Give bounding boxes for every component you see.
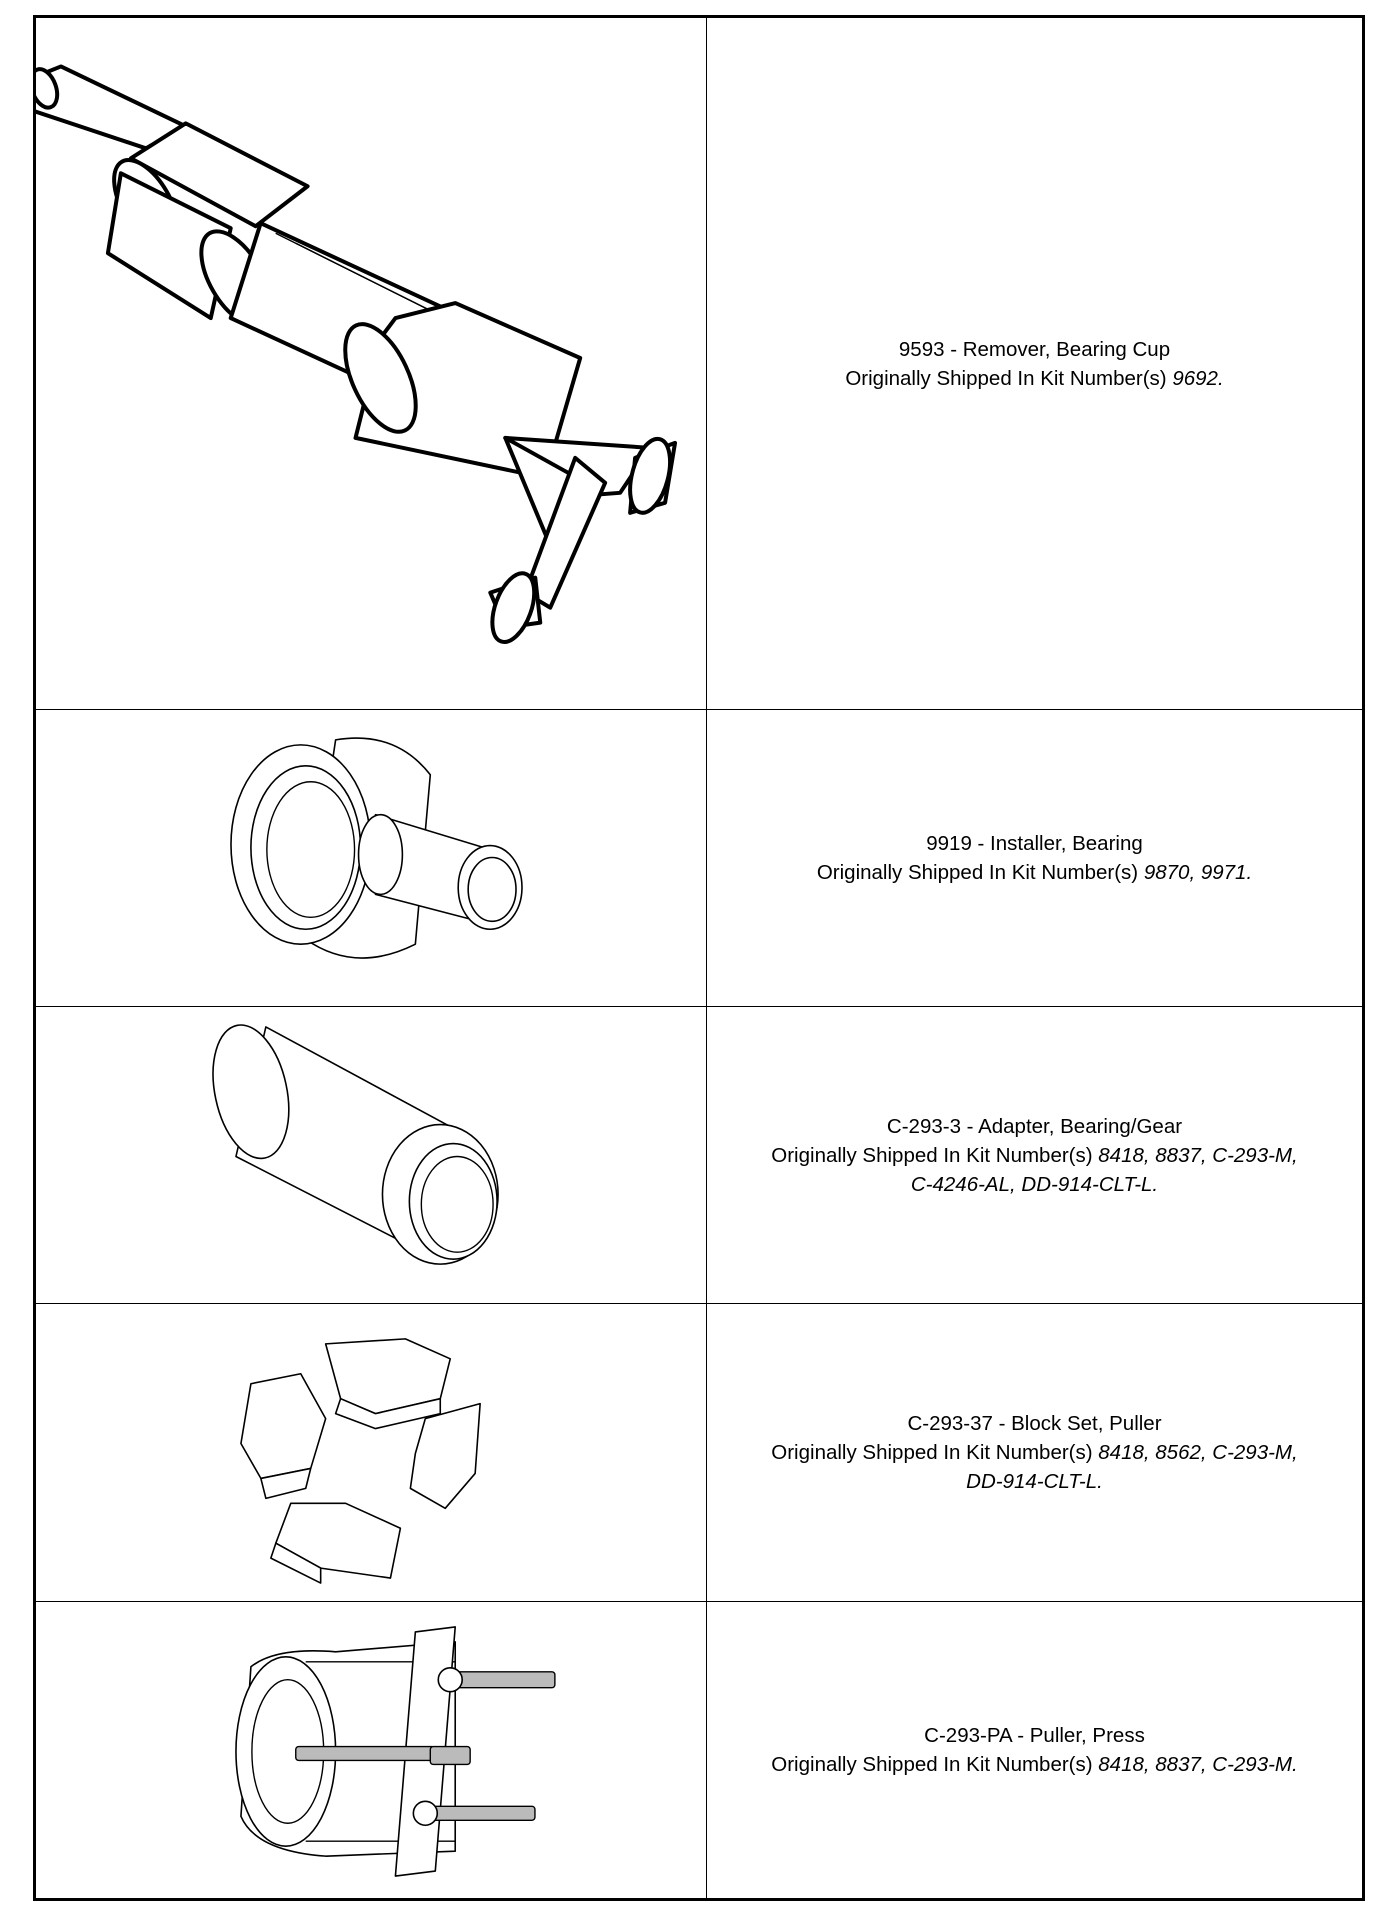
kit-numbers: 8418, 8837, C-293-M, <box>1098 1143 1298 1167</box>
tool-kits <box>817 858 1252 887</box>
bearing-cup-remover-drawing <box>36 18 706 709</box>
bearing-gear-adapter-drawing <box>36 1007 706 1303</box>
kit-numbers-continued: DD-914-CLT-L. <box>966 1470 1103 1493</box>
kit-numbers-continued: C-4246-AL, DD-914-CLT-L. <box>910 1172 1159 1196</box>
kit-prefix: Originally Shipped In Kit Number(s) <box>845 366 1173 390</box>
table-row <box>36 1303 1362 1601</box>
kit-numbers: 8418, 8837, C-293-M. <box>1098 1753 1298 1776</box>
table-row <box>36 709 1362 1006</box>
kit-numbers: 9870, 9971. <box>1143 861 1253 884</box>
puller-block-set-drawing <box>36 1304 706 1601</box>
kit-prefix: Originally Shipped In Kit Number(s) <box>771 1753 1099 1776</box>
table-row <box>36 1006 1362 1303</box>
tool-title: C-293-PA - Puller, Press <box>924 1724 1145 1747</box>
tool-image-cell <box>36 1602 707 1898</box>
tool-description <box>707 18 1362 709</box>
tool-title: 9593 - Remover, Bearing Cup <box>898 337 1171 361</box>
tool-table <box>33 15 1365 1901</box>
table-row <box>36 18 1362 709</box>
tool-image-cell <box>36 18 707 709</box>
tool-description <box>707 1304 1362 1601</box>
bearing-installer-drawing <box>36 710 706 1006</box>
kit-prefix: Originally Shipped In Kit Number(s) <box>771 1441 1099 1464</box>
kit-prefix: Originally Shipped In Kit Number(s) <box>771 1143 1099 1167</box>
table-row <box>36 1601 1362 1898</box>
tool-kits <box>845 364 1223 393</box>
tool-kits <box>771 1438 1297 1467</box>
press-puller-drawing <box>36 1602 706 1898</box>
tool-image-cell <box>36 1304 707 1601</box>
tool-kits <box>771 1141 1297 1170</box>
tool-image-cell <box>36 710 707 1006</box>
tool-kits <box>771 1750 1297 1779</box>
kit-numbers: 9692. <box>1172 366 1224 390</box>
tool-title: 9919 - Installer, Bearing <box>926 832 1143 855</box>
tool-title: C-293-37 - Block Set, Puller <box>907 1412 1162 1435</box>
tool-description <box>707 710 1362 1006</box>
kit-numbers: 8418, 8562, C-293-M, <box>1098 1441 1298 1464</box>
tool-description <box>707 1007 1362 1303</box>
tool-image-cell <box>36 1007 707 1303</box>
tool-description <box>707 1602 1362 1898</box>
kit-prefix: Originally Shipped In Kit Number(s) <box>816 861 1144 884</box>
tool-title: C-293-3 - Adapter, Bearing/Gear <box>886 1114 1183 1138</box>
